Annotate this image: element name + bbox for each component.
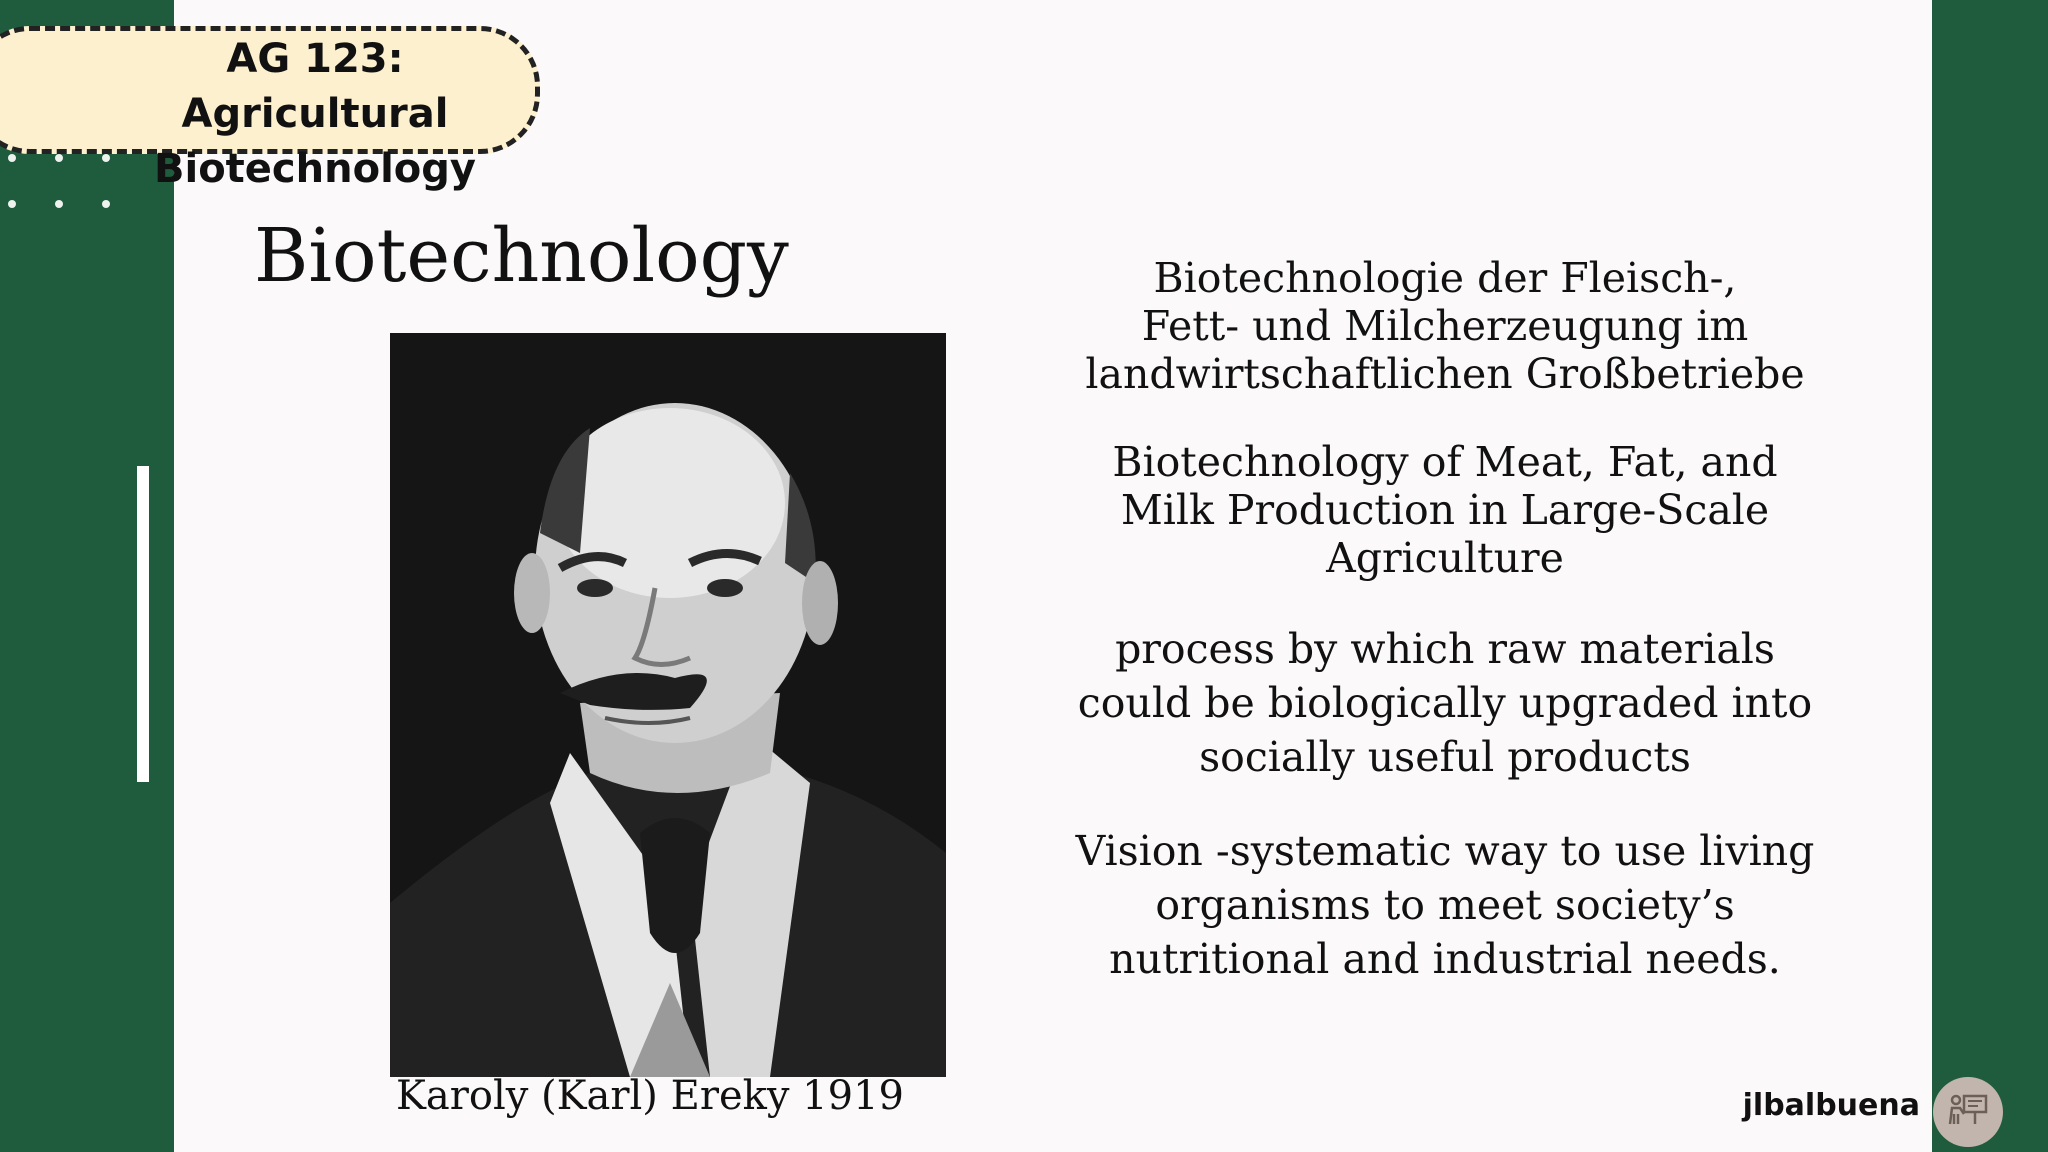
presenter-button[interactable] — [1933, 1077, 2003, 1147]
dot — [102, 200, 110, 208]
text-line: Agriculture — [1326, 534, 1564, 582]
course-title-line1: AG 123: Agricultural — [181, 36, 449, 137]
text-line: socially useful products — [1199, 733, 1691, 781]
presenter-icon — [1946, 1088, 1990, 1136]
text-line: Fett- und Milcherzeugung im — [1141, 302, 1749, 350]
slide-title: Biotechnology — [254, 213, 789, 299]
right-green-band — [1932, 0, 2048, 1152]
text-line: nutritional and industrial needs. — [1109, 935, 1781, 983]
text-line: Biotechnology of Meat, Fat, and — [1112, 438, 1778, 486]
text-line: process by which raw materials — [1115, 625, 1775, 673]
photo-caption: Karoly (Karl) Ereky 1919 — [396, 1073, 904, 1119]
portrait-photo — [390, 333, 946, 1077]
vision-paragraph — [1070, 824, 1820, 986]
definition-paragraph — [1070, 622, 1820, 784]
description-text — [1070, 254, 1820, 1026]
dot — [8, 200, 16, 208]
english-title-paragraph — [1070, 438, 1820, 582]
course-title-line2: Biotechnology — [154, 146, 476, 192]
decorative-stripe — [137, 466, 149, 782]
dot — [55, 200, 63, 208]
german-title-paragraph — [1070, 254, 1820, 398]
course-title — [90, 32, 540, 197]
dot — [55, 154, 63, 162]
text-line: Vision -systematic way to use living — [1075, 827, 1815, 875]
text-line: Milk Production in Large-Scale — [1120, 486, 1770, 534]
author-watermark: jlbalbuena — [1742, 1088, 1920, 1123]
text-line: could be biologically upgraded into — [1077, 679, 1813, 727]
text-line: Biotechnologie der Fleisch-, — [1153, 254, 1737, 302]
text-line: landwirtschaftlichen Großbetriebe — [1085, 350, 1805, 398]
text-line: organisms to meet society’s — [1155, 881, 1735, 929]
portrait-illustration — [390, 333, 946, 1077]
dot — [8, 154, 16, 162]
